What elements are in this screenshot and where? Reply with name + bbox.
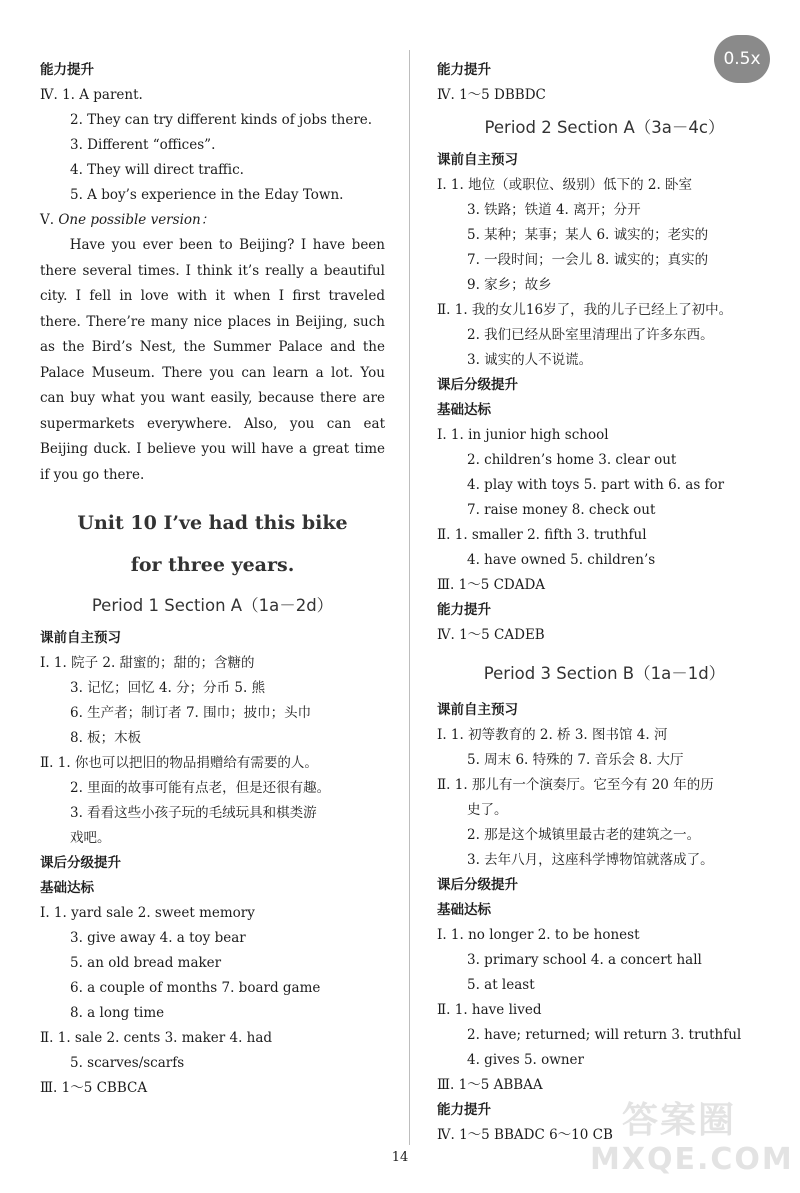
- answer-line: Ⅰ. 1. 初等教育的 2. 桥 3. 图书馆 4. 河: [437, 727, 668, 743]
- answer-line: 5. at least: [467, 977, 535, 993]
- period-title: Period 2 Section A（3a－4c）: [484, 118, 725, 137]
- answer-line: 3. 记忆；回忆 4. 分；分币 5. 熊: [70, 680, 266, 696]
- section-heading-preview: 课前自主预习: [40, 630, 121, 646]
- section-heading-basic: 基础达标: [437, 402, 491, 418]
- answer-line: Ⅱ. 1. smaller 2. fifth 3. truthful: [437, 527, 647, 543]
- unit-title-line-2: for three years.: [130, 554, 295, 576]
- answer-line: Ⅱ. 1. sale 2. cents 3. maker 4. had: [40, 1030, 273, 1046]
- watermark-stamp: 答案圈: [622, 1100, 737, 1141]
- right-column: [437, 58, 772, 1148]
- answer-line: 2. 我们已经从卧室里清理出了许多东西。: [467, 327, 714, 343]
- answer-line: 5. scarves/scarfs: [70, 1055, 185, 1071]
- answer-line: 8. 板；木板: [70, 730, 142, 746]
- answer-line: 9. 家乡；故乡: [467, 277, 552, 293]
- answer-line: 5. 某种；某事；某人 6. 诚实的；老实的: [467, 227, 709, 243]
- answer-line: 3. give away 4. a toy bear: [70, 930, 246, 946]
- answer-line: 3. 去年八月，这座科学博物馆就落成了。: [467, 852, 714, 868]
- answer-line: Ⅱ. 1. 我的女儿16岁了，我的儿子已经上了初中。: [437, 302, 733, 318]
- answer-line: Ⅰ. 1. 院子 2. 甜蜜的；甜的；含糖的: [40, 655, 255, 671]
- period-title: Period 1 Section A（1a－2d）: [91, 596, 334, 615]
- answer-line: 3. Different “offices”.: [70, 137, 216, 153]
- column-divider: [409, 50, 410, 1145]
- answer-line: 4. gives 5. owner: [467, 1052, 584, 1068]
- answer-line: 3. 看看这些小孩子玩的毛绒玩具和棋类游: [70, 805, 317, 821]
- answer-line: Ⅰ. 1. yard sale 2. sweet memory: [40, 905, 255, 921]
- answer-line: 2. have; returned; will return 3. truthful: [467, 1027, 742, 1043]
- roman-numeral: Ⅴ.: [40, 212, 59, 228]
- answer-line: 戏吧。: [70, 830, 111, 846]
- answer-line: 5. 周末 6. 特殊的 7. 音乐会 8. 大厅: [467, 752, 684, 768]
- answer-line: 5. A boy’s experience in the Eday Town.: [70, 187, 344, 203]
- version-label: One possible version：: [58, 212, 215, 228]
- answer-line: Ⅳ. 1～5 CADEB: [437, 627, 545, 643]
- answer-line: 7. 一段时间；一会儿 8. 诚实的；真实的: [467, 252, 709, 268]
- unit-title-line-1: Unit 10 I’ve had this bike: [77, 512, 348, 534]
- sample-essay: Have you ever been to Beijing? I have been there several times. I think it’s really a beautiful city. I fell in love with it when I first traveled there. There’re many nice places in Beijing, such as the Bird’s Nest, the Summer Palace and the Palace Museum. There you can learn a lot. You can buy what you want easily, because there are supermarkets everywhere. Also, you can eat Beijing duck. I believe you will have a great time if you go there.: [40, 237, 385, 483]
- section-heading-after-class: 课后分级提升: [40, 855, 121, 871]
- answer-line: Ⅳ. 1. A parent.: [40, 87, 143, 103]
- answer-line: Ⅳ. 1～5 BBADC 6～10 CB: [437, 1127, 613, 1143]
- answer-line: Ⅱ. 1. 你也可以把旧的物品捐赠给有需要的人。: [40, 755, 318, 771]
- section-heading-ability: 能力提升: [437, 62, 491, 78]
- section-heading-ability: 能力提升: [40, 62, 94, 78]
- section-heading-basic: 基础达标: [40, 880, 94, 896]
- answer-line: 6. a couple of months 7. board game: [70, 980, 321, 996]
- answer-line: 2. They can try different kinds of jobs there.: [70, 112, 373, 128]
- watermark-site: MXQE.COM: [590, 1142, 794, 1177]
- answer-line: 4. have owned 5. children’s: [467, 552, 656, 568]
- period-title: Period 3 Section B（1a－1d）: [483, 664, 726, 683]
- answer-line: Ⅰ. 1. 地位（或职位、级别）低下的 2. 卧室: [437, 177, 693, 193]
- section-heading-after-class: 课后分级提升: [437, 877, 518, 893]
- section-heading-preview: 课前自主预习: [437, 702, 518, 718]
- zoom-level-badge[interactable]: 0.5x: [714, 35, 770, 83]
- section-heading-ability: 能力提升: [437, 1102, 491, 1118]
- answer-line: 3. 诚实的人不说谎。: [467, 352, 593, 368]
- answer-line: 2. 里面的故事可能有点老，但是还很有趣。: [70, 780, 331, 796]
- answer-line: Ⅰ. 1. no longer 2. to be honest: [437, 927, 640, 943]
- answer-line: 4. They will direct traffic.: [70, 162, 244, 178]
- answer-line: 5. an old bread maker: [70, 955, 222, 971]
- answer-line: 史了。: [467, 802, 508, 818]
- answer-line: 7. raise money 8. check out: [467, 502, 656, 518]
- answer-line: Ⅲ. 1～5 CDADA: [437, 577, 546, 593]
- section-heading-basic: 基础达标: [437, 902, 491, 918]
- section-heading-preview: 课前自主预习: [437, 152, 518, 168]
- left-column: [40, 58, 385, 1101]
- answer-line: 2. 那是这个城镇里最古老的建筑之一。: [467, 827, 701, 843]
- answer-line: Ⅲ. 1～5 ABBAA: [437, 1077, 543, 1093]
- answer-line: Ⅱ. 1. have lived: [437, 1002, 542, 1018]
- answer-line: 4. play with toys 5. part with 6. as for: [467, 477, 725, 493]
- answer-line: Ⅱ. 1. 那儿有一个演奏厅。它至今有 20 年的历: [437, 777, 714, 793]
- answer-line: 3. 铁路；铁道 4. 离开；分开: [467, 202, 641, 218]
- section-heading-ability: 能力提升: [437, 602, 491, 618]
- section-heading-after-class: 课后分级提升: [437, 377, 518, 393]
- answer-line: 2. children’s home 3. clear out: [467, 452, 677, 468]
- answer-line: 6. 生产者；制订者 7. 围巾；披巾；头巾: [70, 705, 312, 721]
- answer-line: Ⅰ. 1. in junior high school: [437, 427, 609, 443]
- page-number: 14: [391, 1150, 409, 1165]
- answer-line: 3. primary school 4. a concert hall: [467, 952, 702, 968]
- answer-line: 8. a long time: [70, 1005, 165, 1021]
- answer-line: [40, 208, 385, 233]
- answer-line: Ⅳ. 1～5 DBBDC: [437, 87, 546, 103]
- answer-line: Ⅲ. 1～5 CBBCA: [40, 1080, 148, 1096]
